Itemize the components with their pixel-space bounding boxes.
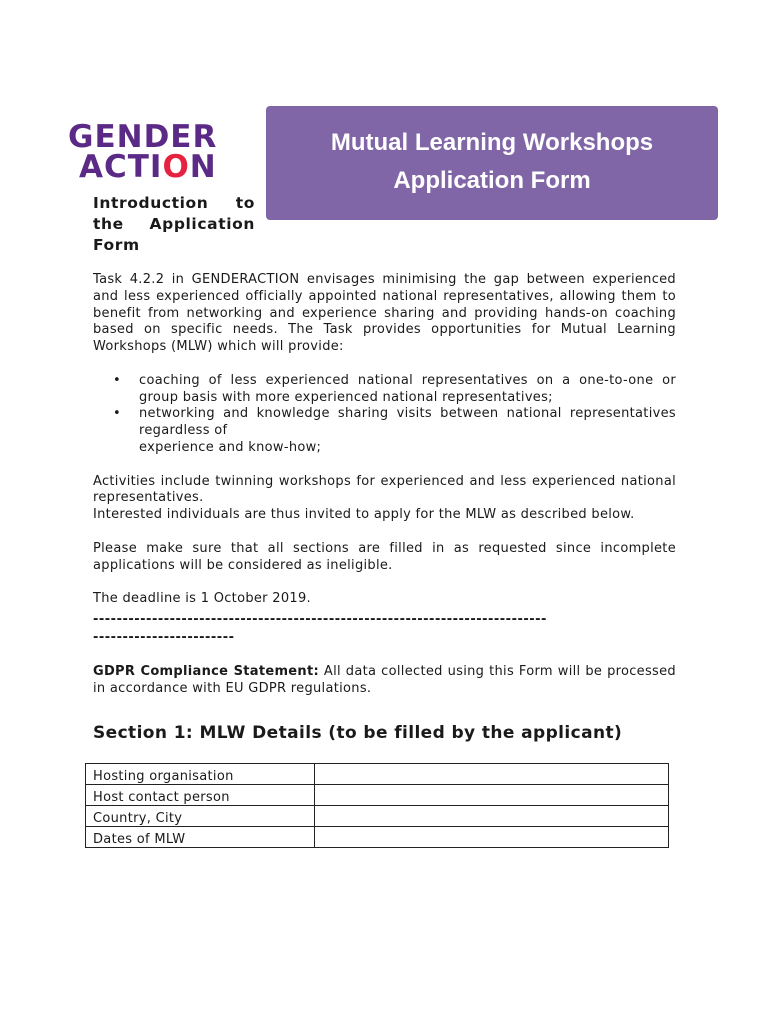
row-label: Dates of MLW: [86, 827, 315, 848]
row-value-field[interactable]: [315, 806, 669, 827]
table-row: [86, 764, 669, 785]
logo-line-1: GENDER: [68, 119, 218, 155]
logo-line-2-start: ACTI: [79, 149, 163, 185]
gdpr-statement: [93, 664, 676, 698]
row-label: Country, City: [86, 806, 315, 827]
list-item: [93, 373, 676, 407]
row-value-field[interactable]: [315, 764, 669, 785]
row-label: Host contact person: [86, 785, 315, 806]
table-row: [86, 827, 669, 848]
mlw-details-table: [85, 763, 669, 848]
intro-paragraph: Task 4.2.2 in GENDERACTION envisages minimising the gap between experienced and less experienced officially appointed national representatives, allowing them to benefit from networking and experience sharing and providing hands-on coaching based on specific needs. The Task provides opportunities for Mutual Learning Workshops (MLW) which will provide:: [93, 272, 676, 355]
invitation-paragraph: Interested individuals are thus invited to apply for the MLW as described below.: [93, 507, 635, 523]
bullet-icon: •: [113, 372, 121, 388]
separator-line-2: ------------------------: [93, 629, 235, 645]
logo-line-2-end: N: [189, 149, 217, 185]
gdpr-text: All data collected using this Form will be processed in accordance with EU GDPR regulations.: [93, 663, 676, 696]
section-1-title: Section 1: MLW Details (to be filled by the applicant): [93, 723, 623, 743]
intro-heading: Introduction to the Application Form: [93, 194, 255, 254]
deadline-text: The deadline is 1 October 2019.: [93, 591, 311, 607]
activities-paragraph: Activities include twinning workshops for experienced and less experienced national representatives.: [93, 473, 676, 506]
row-label: Hosting organisation: [86, 764, 315, 785]
provision-list: [93, 373, 676, 457]
list-item-text: networking and knowledge sharing visits between national representatives regardless of: [139, 406, 676, 439]
separator-line-1: -----------------------------------------------------------------------------: [93, 611, 547, 627]
form-title-line-1: Mutual Learning Workshops: [330, 129, 654, 156]
row-value-field[interactable]: [315, 785, 669, 806]
bullet-icon: •: [113, 406, 121, 422]
power-icon: O: [162, 149, 190, 185]
logo-power-letter: [162, 149, 190, 185]
gdpr-label: GDPR Compliance Statement:: [93, 663, 319, 679]
separator-line: [93, 611, 676, 647]
list-item-text-continued: experience and know-how;: [139, 439, 322, 455]
list-item-text: coaching of less experienced national representatives on a one-to-one or group basis with more experienced national representatives;: [139, 372, 676, 405]
logo-line-2: [68, 149, 228, 185]
form-title-line-2: Application Form: [393, 167, 591, 194]
document-body: [93, 272, 676, 697]
genderaction-logo: [68, 119, 228, 185]
list-item: [93, 406, 676, 456]
table-row: [86, 785, 669, 806]
table-row: [86, 806, 669, 827]
eligibility-paragraph: Please make sure that all sections are filled in as requested since incomplete applications will be considered as ineligible.: [93, 540, 676, 573]
row-value-field[interactable]: [315, 827, 669, 848]
form-title-banner: [266, 106, 718, 220]
